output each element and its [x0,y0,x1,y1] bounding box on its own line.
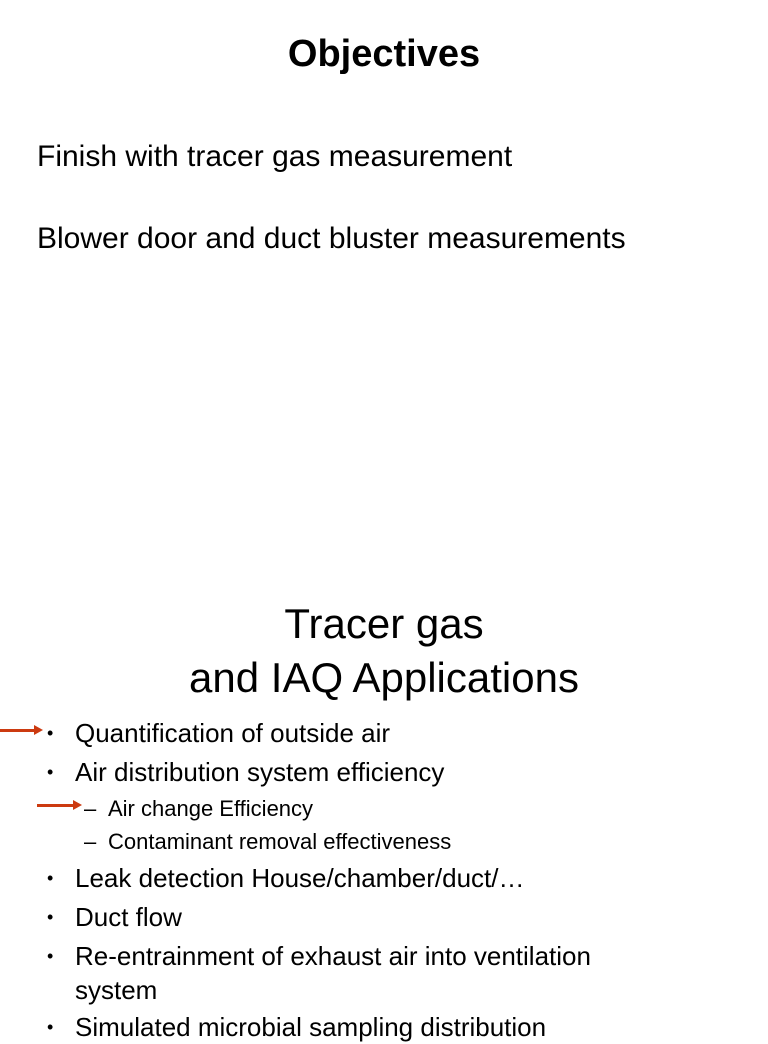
sub-bullet-text: Air change Efficiency [108,796,314,821]
tracer-gas-title [0,597,768,705]
right-arrow-icon [0,729,36,732]
title-line-1: Tracer gas [284,600,484,647]
bullet-text: Simulated microbial sampling distribution [75,1012,547,1042]
bullet-dot: • [47,762,54,782]
objectives-title: Objectives [287,33,481,75]
bullet-dot: • [47,868,54,888]
objective-item-blower-door: Blower door and duct bluster measurements [37,222,626,255]
dash-mark: – [84,829,97,854]
bullet-text: Duct flow [75,902,182,932]
sub-bullet-text: Contaminant removal effectiveness [108,829,452,854]
bullet-text: Quantification of outside air [75,718,391,748]
bullet-dot: • [47,723,54,743]
bullet-dot: • [47,1017,54,1037]
bullet-dot: • [47,946,54,966]
bullet-text: Air distribution system efficiency [75,757,445,787]
bullet-text-continuation: system [75,975,158,1005]
objective-item-tracer-gas: Finish with tracer gas measurement [37,140,513,173]
bullet-dot: • [47,907,54,927]
bullet-text: Leak detection House/chamber/duct/… [75,863,525,893]
dash-mark: – [84,796,97,821]
bullet-text: Re-entrainment of exhaust air into ventilation [75,941,591,971]
right-arrow-icon [37,804,75,807]
title-line-2: and IAQ Applications [189,654,579,701]
